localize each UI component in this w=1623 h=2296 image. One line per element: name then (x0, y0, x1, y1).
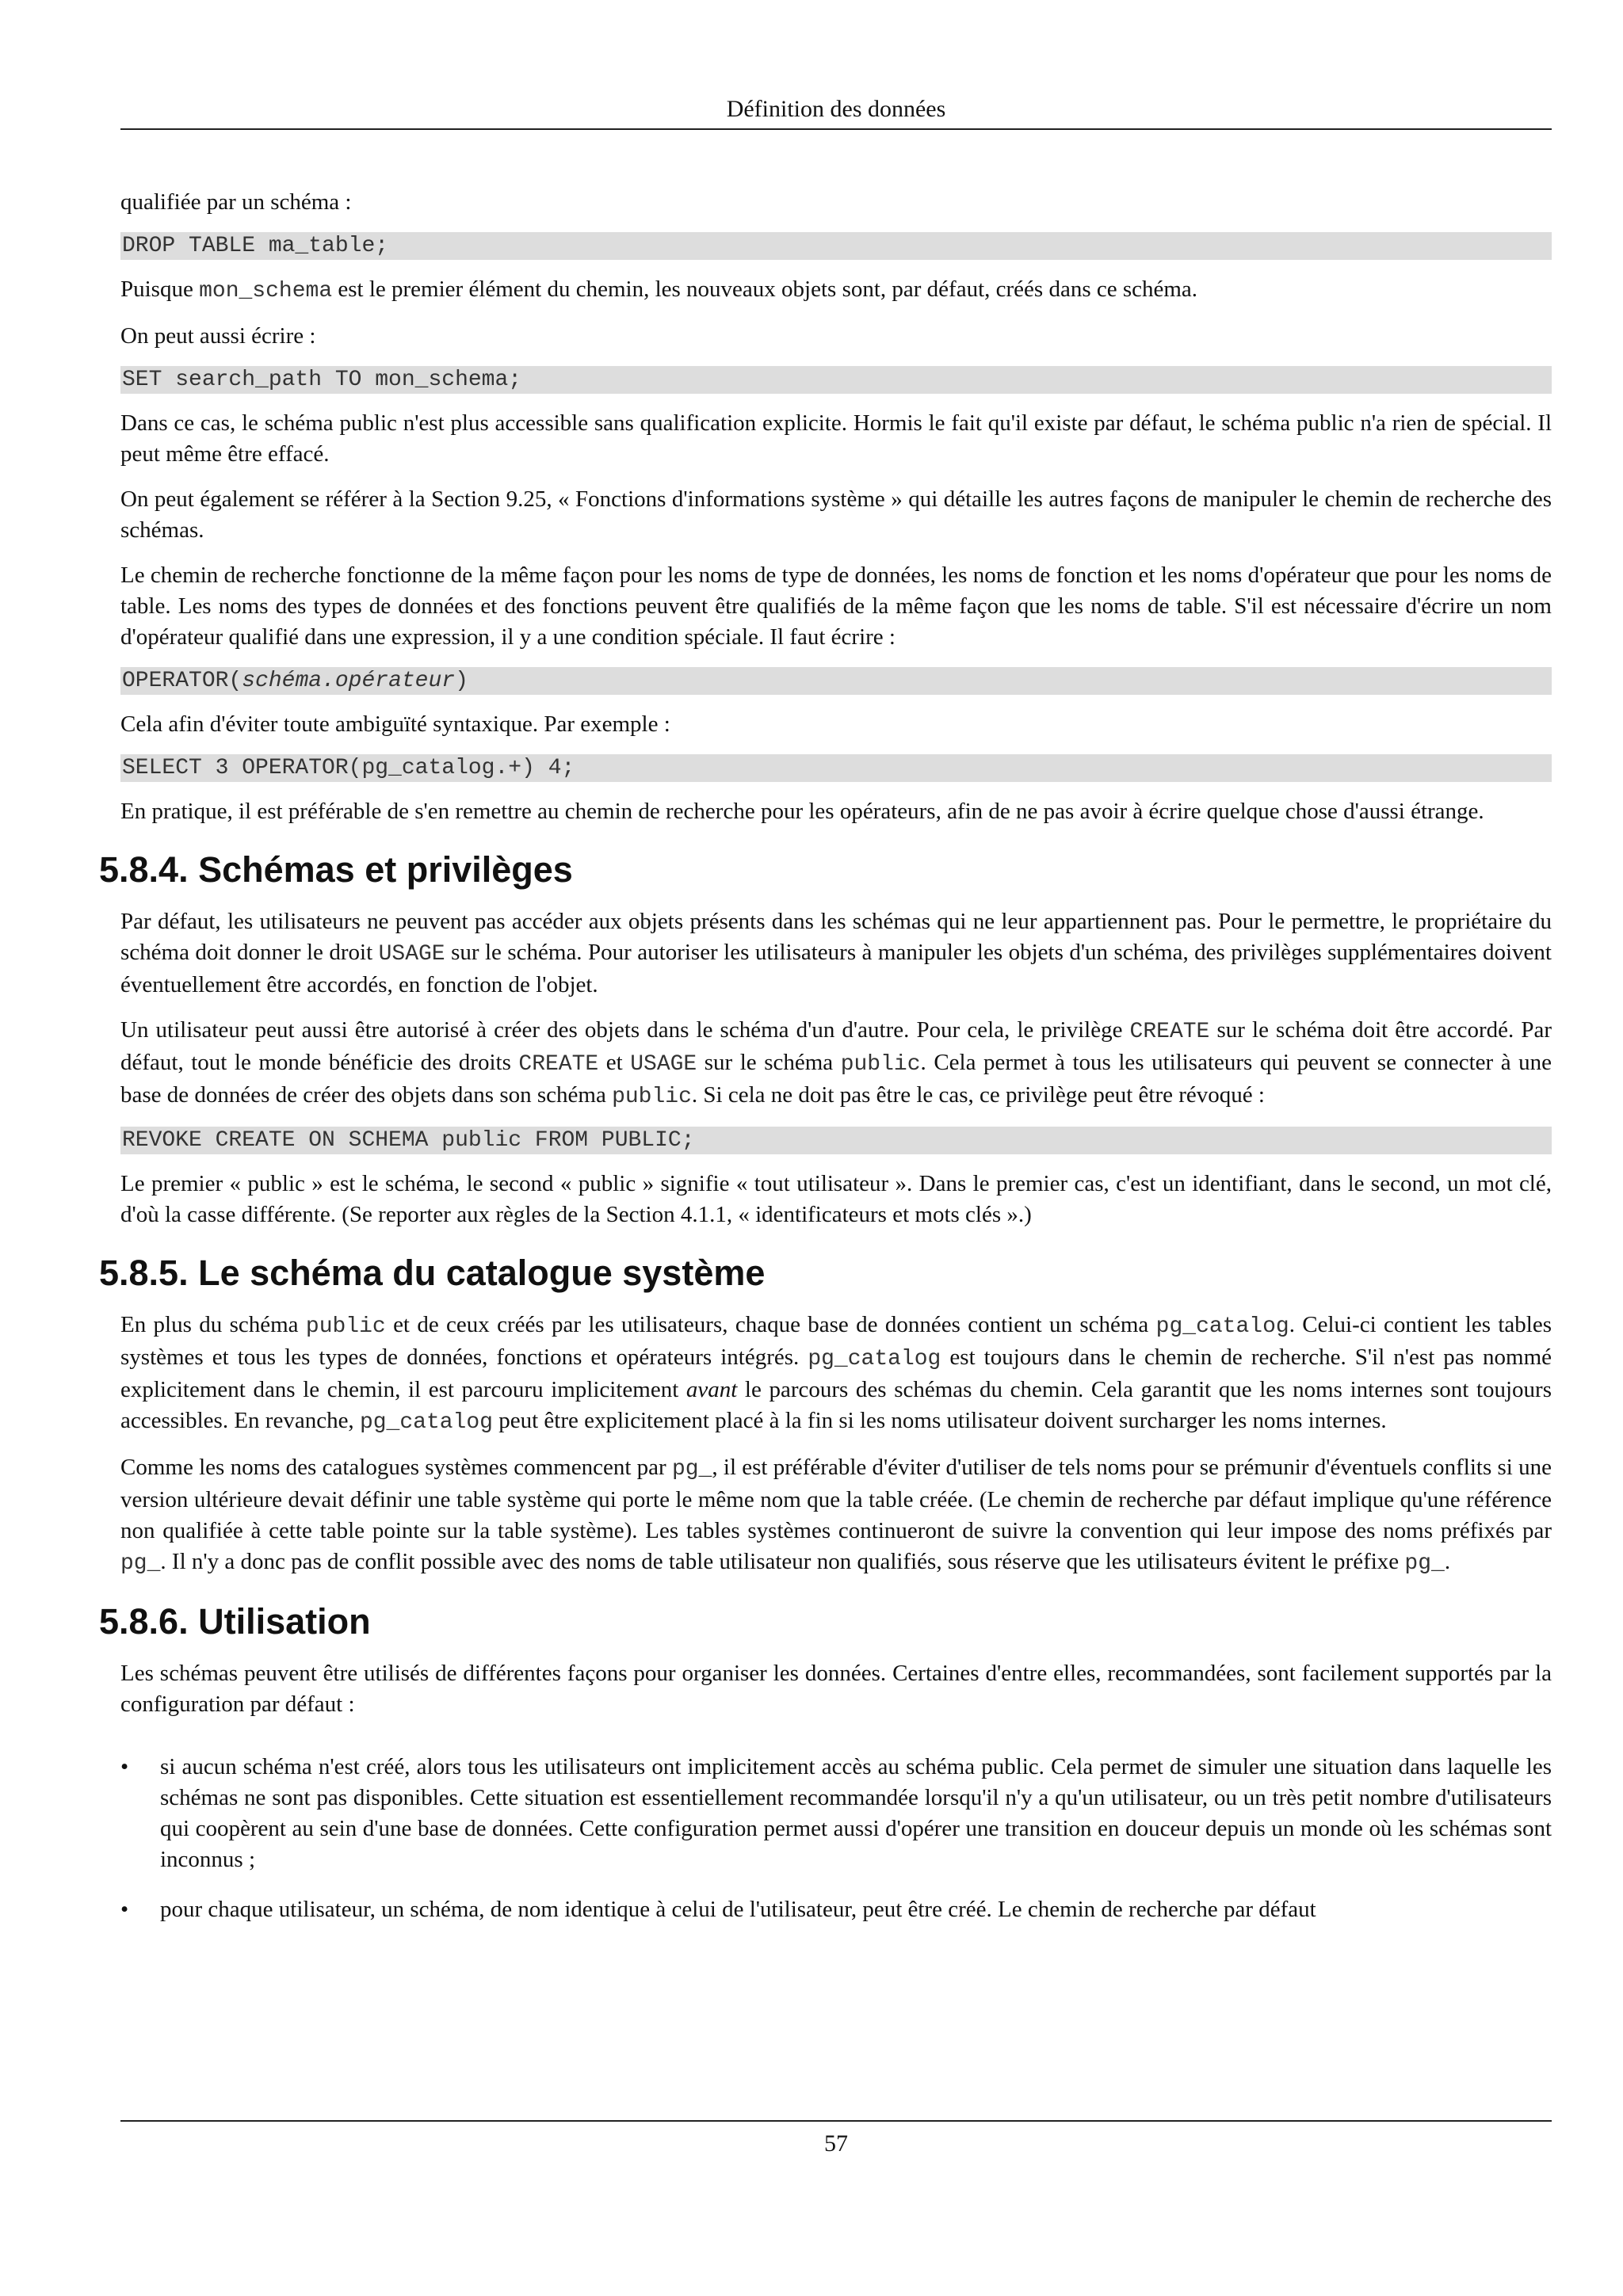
bullet-list (120, 1752, 1552, 1925)
inline-code: public (840, 1052, 921, 1077)
paragraph: Cela afin d'éviter toute ambiguïté syntaxique. Par exemple : (120, 711, 670, 737)
bullet-icon: • (120, 1897, 129, 1922)
paragraph: Un utilisateur peut aussi être autorisé à créer des objets dans le schéma d'un d'autre. Pour cela, le privilège CREATE sur le schéma doit être accordé. Par défaut, tout le monde bénéficie des droits CREATE et USAGE sur le schéma public. Cela permet à tous les utilisateurs qui peuvent se connecter à une base de données de créer des objets dans son schéma public. Si cela ne doit pas être le cas, ce privilège peut être révoqué : (120, 1017, 1552, 1109)
paragraph: Comme les noms des catalogues systèmes commencent par pg_, il est préférable d'éviter d'utiliser de tels noms pour se prémunir d'éventuels conflits si une version ultérieure devait définir une table système qui porte le même nom que la table créée. (Le chemin de recherche par défaut implique qu'une référence non qualifiée à cette table pointe sur la table système). Les tables systèmes continueront de suivre la convention qui leur impose des noms préfixés par pg_. Il n'y a donc pas de conflit possible avec des noms de table utilisateur non qualifiés, sous réserve que les utilisateurs évitent le préfixe pg_. (120, 1455, 1552, 1576)
code-block-revoke: REVOKE CREATE ON SCHEMA public FROM PUBLIC; (120, 1127, 1552, 1154)
paragraph: Le premier « public » est le schéma, le second « public » signifie « tout utilisateur ». Dans le premier cas, c'est un identifiant, dans le second, un mot clé, d'où la casse différente. (Se reporter aux règles de la Section 4.1.1, « identificateurs et mots clés ».) (120, 1171, 1552, 1227)
code-placeholder: schéma.opérateur (242, 669, 456, 693)
inline-code: pg_ (120, 1551, 161, 1576)
code-block-drop-table: DROP TABLE ma_table; (120, 232, 1552, 260)
inline-code: public (612, 1085, 692, 1109)
paragraph: Dans ce cas, le schéma public n'est plus accessible sans qualification explicite. Hormis le fait qu'il existe par défaut, le schéma public n'a rien de spécial. Il peut même être effacé. (120, 410, 1552, 467)
code-block-search-path: SET search_path TO mon_schema; (120, 366, 1552, 394)
paragraph: On peut également se référer à la Section 9.25, « Fonctions d'informations système » qui détaille les autres façons de manipuler le chemin de recherche des schémas. (120, 486, 1552, 543)
inline-code: USAGE (630, 1052, 697, 1077)
section-heading-5-8-4: 5.8.4. Schémas et privilèges (99, 849, 573, 890)
inline-code: mon_schema (199, 279, 333, 303)
paragraph: qualifiée par un schéma : (120, 189, 352, 215)
running-header: Définition des données (726, 96, 946, 122)
section-heading-5-8-5: 5.8.5. Le schéma du catalogue système (99, 1253, 766, 1293)
page-content (99, 187, 1552, 1944)
paragraph: En plus du schéma public et de ceux créés par les utilisateurs, chaque base de données contient un schéma pg_catalog. Celui-ci contient les tables systèmes et tous les types de données, fonctions et opérateurs intégrés. pg_catalog est toujours dans le chemin de recherche. S'il n'est pas nommé explicitement dans le chemin, il est parcouru implicitement avant le parcours des schémas du chemin. Cela garantit que les noms internes sont toujours accessibles. En revanche, pg_catalog peut être explicitement placé à la fin si les noms utilisateur doivent surcharger les noms internes. (120, 1312, 1552, 1435)
list-item: • pour chaque utilisateur, un schéma, de nom identique à celui de l'utilisateur, peut être créé. Le chemin de recherche par défaut (120, 1894, 1552, 1925)
paragraph: En pratique, il est préférable de s'en remettre au chemin de recherche pour les opérateurs, afin de ne pas avoir à écrire quelque chose d'aussi étrange. (120, 799, 1484, 824)
page-number: 57 (824, 2130, 848, 2157)
inline-code: USAGE (378, 942, 445, 967)
code-block-operator-syntax: OPERATOR(schéma.opérateur) (120, 667, 1552, 695)
paragraph: Le chemin de recherche fonctionne de la même façon pour les noms de type de données, les noms de fonction et les noms d'opérateur que pour les noms de table. Les noms des types de données et des fonctions peuvent être qualifiés de la même façon que les noms de table. S'il est nécessaire d'écrire un nom d'opérateur qualifié dans une expression, il y a une condition spéciale. Il faut écrire : (120, 563, 1552, 650)
inline-code: pg_catalog (1155, 1314, 1289, 1339)
section-heading-5-8-6: 5.8.6. Utilisation (99, 1601, 371, 1642)
footer-rule (120, 2120, 1552, 2122)
header-rule (120, 128, 1552, 130)
bullet-icon: • (120, 1754, 129, 1779)
paragraph: Les schémas peuvent être utilisés de différentes façons pour organiser les données. Certaines d'entre elles, recommandées, sont facilement supportés par la configuration par défaut : (120, 1661, 1552, 1717)
inline-code: CREATE (518, 1052, 599, 1077)
paragraph: On peut aussi écrire : (120, 323, 316, 349)
list-item: • si aucun schéma n'est créé, alors tous les utilisateurs ont implicitement accès au schéma public. Cela permet de simuler une situation dans laquelle les schémas ne sont pas disponibles. Cette situation est essentiellement recommandée lorsqu'il n'y a qu'un utilisateur, ou un très petit nombre d'utilisateurs qui coopèrent au sein d'une base de données. Cette configuration permet aussi d'opérer une transition en douceur depuis un monde où les schémas sont inconnus ; (120, 1752, 1552, 1875)
inline-code: pg_catalog (808, 1347, 941, 1371)
inline-code: public (305, 1314, 386, 1339)
emphasis: avant (685, 1377, 738, 1402)
paragraph: Par défaut, les utilisateurs ne peuvent pas accéder aux objets présents dans les schémas qui ne leur appartiennent pas. Pour le permettre, le propriétaire du schéma doit donner le droit USAGE sur le schéma. Pour autoriser les utilisateurs à manipuler les objets d'un schéma, des privilèges supplémentaires doivent éventuellement être accordés, en fonction de l'objet. (120, 909, 1552, 997)
code-block-select-operator: SELECT 3 OPERATOR(pg_catalog.+) 4; (120, 754, 1552, 782)
inline-code: pg_ (1404, 1551, 1445, 1576)
inline-code: pg_catalog (359, 1410, 493, 1435)
inline-code: pg_ (671, 1457, 712, 1482)
inline-code: CREATE (1129, 1020, 1210, 1044)
paragraph: Puisque mon_schema est le premier élément du chemin, les nouveaux objets sont, par défaut, créés dans ce schéma. (120, 277, 1198, 303)
